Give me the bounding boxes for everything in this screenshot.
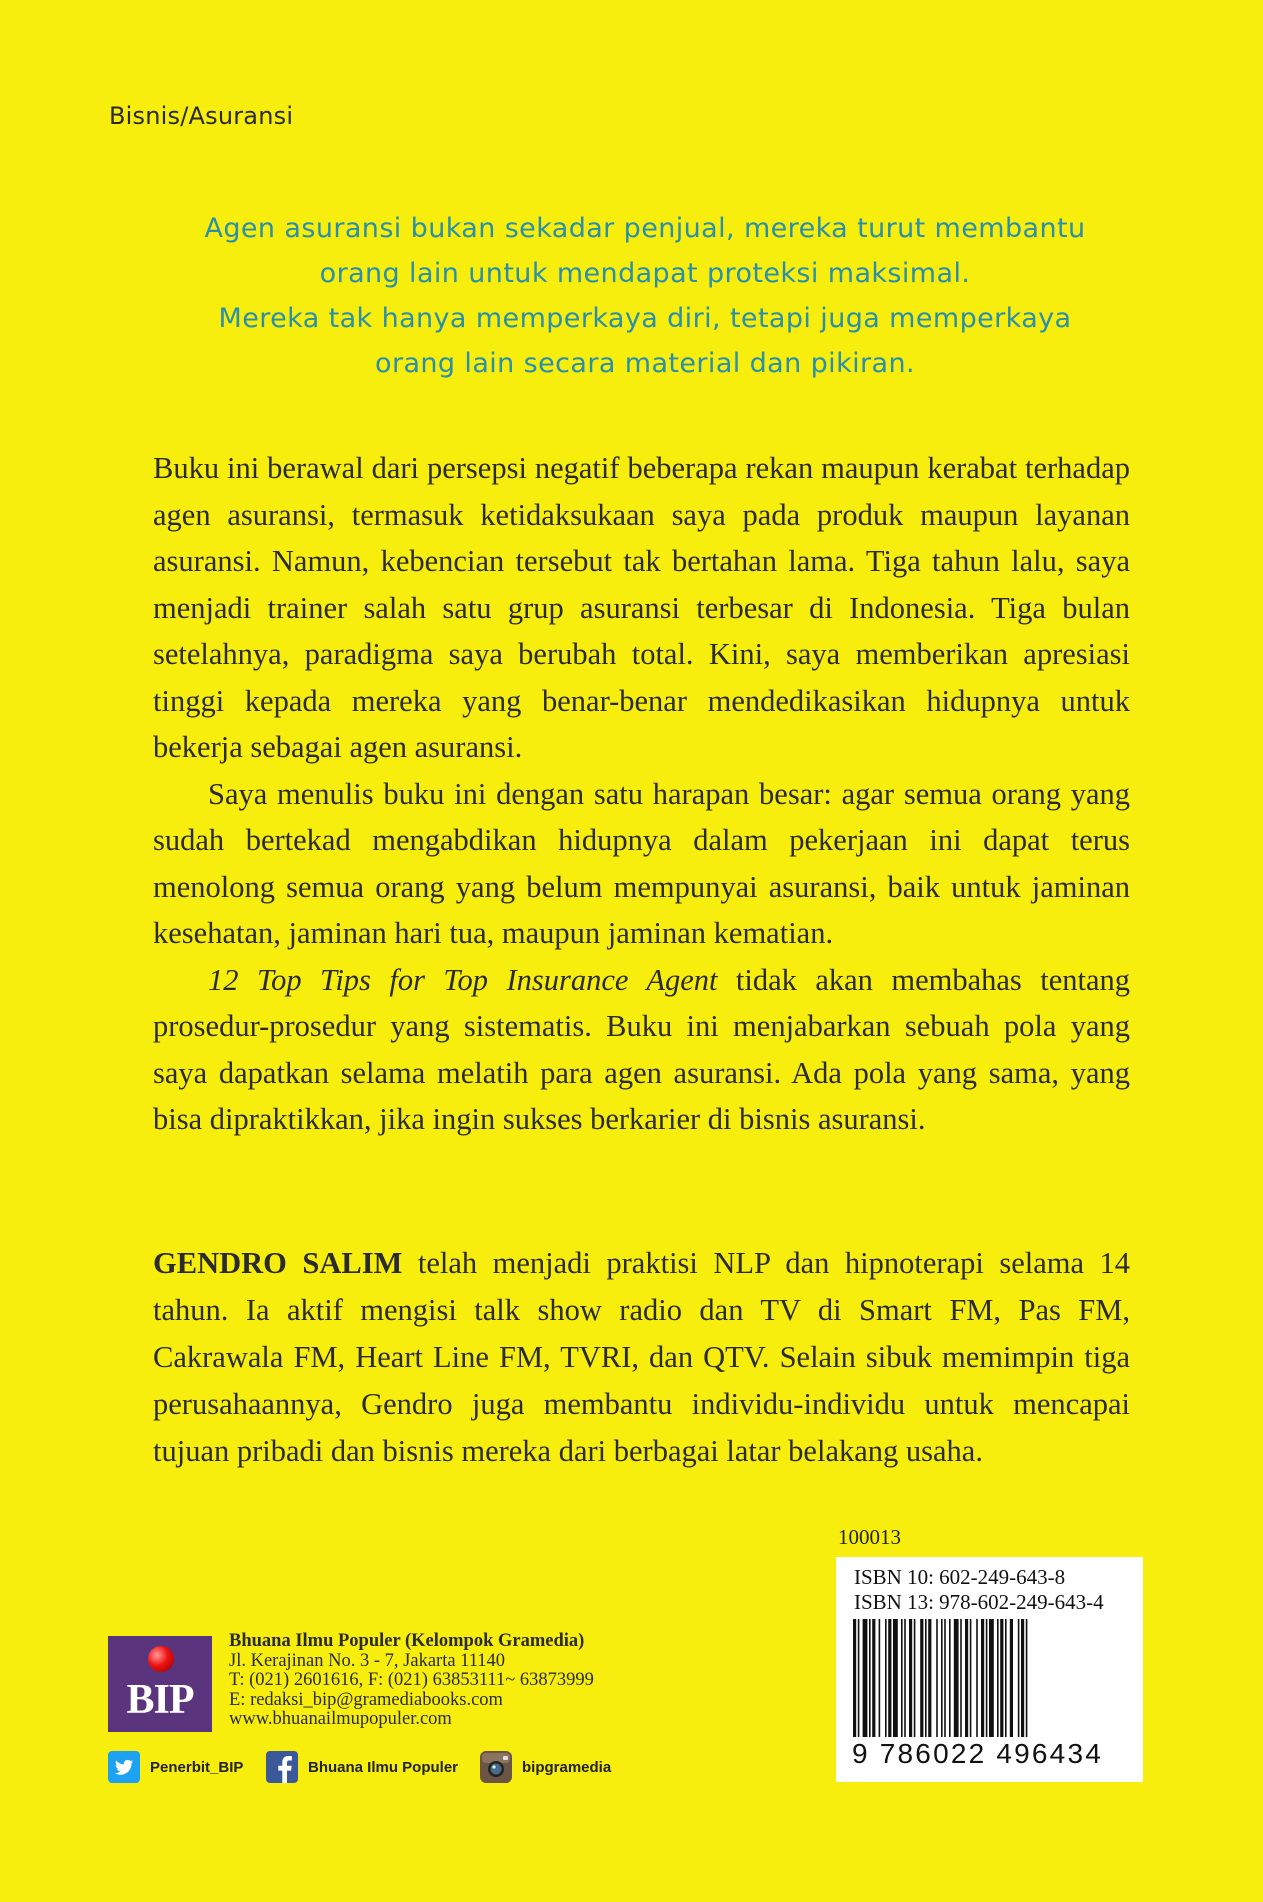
logo-text: BIP bbox=[126, 1677, 194, 1723]
publisher-email: E: redaksi_bip@gramediabooks.com bbox=[229, 1689, 503, 1710]
publisher-logo bbox=[108, 1636, 212, 1732]
facebook-icon bbox=[266, 1751, 298, 1783]
social-instagram bbox=[480, 1750, 611, 1784]
tagline-line-3: Mereka tak hanya memperkaya diri, tetapi juga memperkaya bbox=[218, 303, 1072, 334]
instagram-handle: bipgramedia bbox=[522, 1758, 612, 1776]
barcode-digits: 9 786022 496434 bbox=[852, 1738, 1103, 1769]
publisher-phone: T: (021) 2601616, F: (021) 63853111~ 63873999 bbox=[229, 1670, 594, 1690]
social-facebook bbox=[266, 1750, 458, 1784]
synopsis-paragraph-3 bbox=[153, 957, 1130, 1143]
isbn-10: ISBN 10: 602-249-643-8 bbox=[854, 1565, 1066, 1589]
instagram-icon bbox=[480, 1751, 512, 1783]
twitter-icon bbox=[108, 1751, 140, 1783]
tagline-line-2: orang lain untuk mendapat proteksi maksimal. bbox=[319, 258, 971, 289]
book-title-italic: 12 Top Tips for Top Insurance Agent bbox=[208, 962, 718, 997]
barcode-icon bbox=[851, 1619, 1131, 1737]
tagline bbox=[120, 206, 1170, 386]
publisher-info bbox=[229, 1632, 594, 1730]
category-label: Bisnis/Asuransi bbox=[109, 102, 294, 130]
social-twitter bbox=[108, 1750, 243, 1784]
logo-ball-icon bbox=[148, 1646, 174, 1672]
synopsis-paragraph-1: Buku ini berawal dari persepsi negatif beberapa rekan maupun kerabat terhadap agen asuransi, termasuk ketidaksukaan saya pada produk maupun layanan asuransi. Namun, kebencian tersebut tak bertahan lama. Tiga tahun lalu, saya menjadi trainer salah satu grup asuransi terbesar di Indonesia. Tiga bulan setelahnya, paradigma saya berubah total. Kini, saya memberikan apresiasi tinggi kepada mereka yang benar-benar mendedikasikan hidupnya untuk bekerja sebagai agen asuransi. bbox=[153, 451, 1130, 764]
twitter-handle: Penerbit_BIP bbox=[150, 1758, 244, 1776]
synopsis bbox=[153, 445, 1130, 1143]
isbn-13: ISBN 13: 978-602-249-643-4 bbox=[854, 1590, 1104, 1614]
synopsis-paragraph-2: Saya menulis buku ini dengan satu harapan besar: agar semua orang yang sudah bertekad mengabdikan hidupnya dalam pekerjaan ini dapat terus menolong semua orang yang belum mempunyai asuransi, baik untuk jaminan kesehatan, jaminan hari tua, maupun jaminan kematian. bbox=[153, 776, 1130, 950]
barcode-panel bbox=[836, 1557, 1143, 1782]
author-name: GENDRO SALIM bbox=[153, 1246, 403, 1280]
synopsis-paragraph-3-text: tidak akan membahas tentang prosedur-prosedur yang sistematis. Buku ini menjabarkan sebuah pola yang saya dapatkan selama melatih para agen asuransi. Ada pola yang sama, yang bisa dipraktikkan, jika ingin sukses berkarier di bisnis asuransi. bbox=[153, 962, 1130, 1136]
facebook-page: Bhuana Ilmu Populer bbox=[308, 1758, 459, 1776]
publisher-website: www.bhuanailmupopuler.com bbox=[229, 1709, 452, 1729]
publisher-address: Jl. Kerajinan No. 3 - 7, Jakarta 11140 bbox=[229, 1650, 506, 1671]
author-bio bbox=[153, 1240, 1130, 1475]
product-code: 100013 bbox=[838, 1525, 901, 1549]
author-bio-text: telah menjadi praktisi NLP dan hipnoterapi selama 14 tahun. Ia aktif mengisi talk show radio dan TV di Smart FM, Pas FM, Cakrawala FM, Heart Line FM, TVRI, dan QTV. Selain sibuk memimpin tiga perusahaannya, Gendro juga membantu individu-individu untuk mencapai tujuan pribadi dan bisnis mereka dari berbagai latar belakang usaha. bbox=[153, 1246, 1130, 1468]
tagline-line-4: orang lain secara material dan pikiran. bbox=[375, 348, 915, 379]
tagline-line-1: Agen asuransi bukan sekadar penjual, mereka turut membantu bbox=[204, 213, 1086, 244]
publisher-name: Bhuana Ilmu Populer (Kelompok Gramedia) bbox=[229, 1631, 585, 1651]
